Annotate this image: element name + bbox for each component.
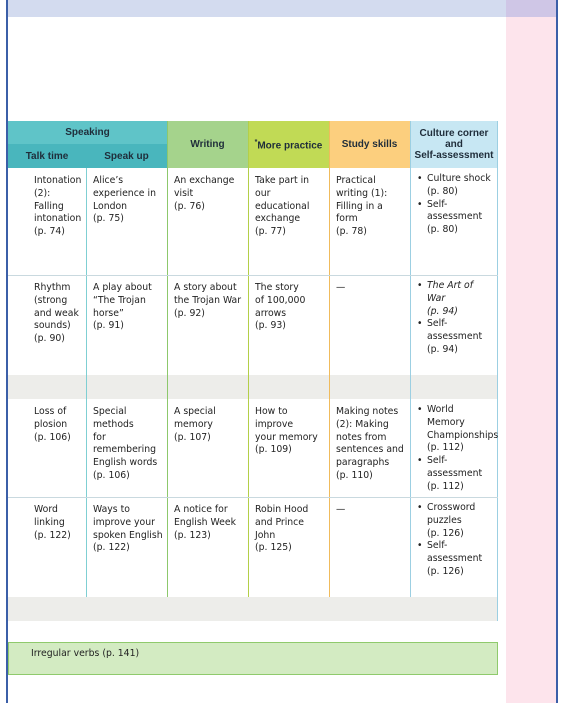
table-cell-study-skills: Making notes (2): Making notes from sentences and paragraphs (p. 110) [336, 406, 404, 481]
culture-bullet-item: • Self-assessment (p. 112) [417, 455, 493, 493]
culture-bullet-item: • Crossword puzzles (p. 126) [417, 502, 493, 540]
table-cell-study-skills: — [336, 504, 346, 515]
culture-bullet-item: • Self-assessment (p. 94) [417, 318, 493, 356]
table-cell-writing: A story about the Trojan War (p. 92) [174, 282, 242, 319]
table-cell-culture [411, 399, 497, 494]
table-cell-more-practice: How to improve your memory (p. 109) [255, 406, 318, 456]
study-skills-header-label: Study skills [341, 139, 398, 150]
more-practice-header-label: More practice [257, 140, 323, 152]
speaking-header-label: Speaking [65, 127, 110, 138]
table-cell-study-skills: Practical writing (1): Filling in a form (p. 78) [336, 175, 388, 238]
speak-up-header-label: Speak up [104, 150, 149, 162]
table-right-border [497, 121, 498, 621]
more-practice-header [248, 121, 329, 168]
irregular-verbs-label: Irregular verbs (p. 141) [31, 648, 140, 659]
table-cell-talk-time: Intonation (2): Falling intonation (p. 74) [34, 175, 82, 238]
table-cell-culture [411, 275, 497, 357]
study-skills-header [329, 121, 410, 168]
culture-bullet-item: • World Memory Championships (p. 112) [417, 404, 493, 455]
culture-header-label: Culture corner and Self-assessment [414, 128, 494, 161]
table-cell-talk-time: Word linking (p. 122) [34, 504, 71, 541]
culture-bullet-item: • Self-assessment (p. 80) [417, 199, 493, 237]
table-cell-speak-up: Alice’s experience in London (p. 75) [93, 175, 156, 225]
table-cell-speak-up: Ways to improve your spoken English (p. 122) [93, 504, 163, 554]
row-separator-band [8, 597, 498, 621]
culture-bullet-item: • Self-assessment (p. 126) [417, 540, 493, 578]
writing-header [167, 121, 248, 168]
table-cell-culture [411, 168, 497, 237]
irregular-verbs-footer [8, 642, 498, 675]
table-cell-speak-up: Special methods for remembering English words (p. 106) [93, 406, 158, 481]
table-cell-writing: A special memory (p. 107) [174, 406, 216, 443]
writing-header-label: Writing [190, 139, 225, 150]
culture-bullet-item: • Culture shock (p. 80) [417, 173, 493, 199]
speak-up-header [86, 144, 167, 168]
table-cell-talk-time: Rhythm (strong and weak sounds) (p. 90) [34, 282, 79, 345]
table-cell-more-practice: Robin Hood and Prince John (p. 125) [255, 504, 309, 554]
table-cell-culture [411, 497, 497, 579]
more-practice-asterisk: * [254, 139, 258, 147]
talk-time-header-label: Talk time [25, 150, 69, 162]
culture-bullet-item: • The Art of War (p. 94) [417, 280, 493, 318]
table-cell-more-practice: The story of 100,000 arrows (p. 93) [255, 282, 306, 332]
speaking-header [8, 121, 167, 144]
table-cell-writing: An exchange visit (p. 76) [174, 175, 235, 212]
table-cell-study-skills: — [336, 282, 346, 293]
table-cell-talk-time: Loss of plosion (p. 106) [34, 406, 71, 443]
table-cell-writing: A notice for English Week (p. 123) [174, 504, 236, 541]
culture-header [410, 121, 498, 168]
table-cell-more-practice: Take part in our educational exchange (p. 77) [255, 175, 310, 238]
table-cell-speak-up: A play about “The Trojan horse” (p. 91) [93, 282, 152, 332]
row-separator-band [8, 375, 498, 399]
talk-time-header [8, 144, 86, 168]
